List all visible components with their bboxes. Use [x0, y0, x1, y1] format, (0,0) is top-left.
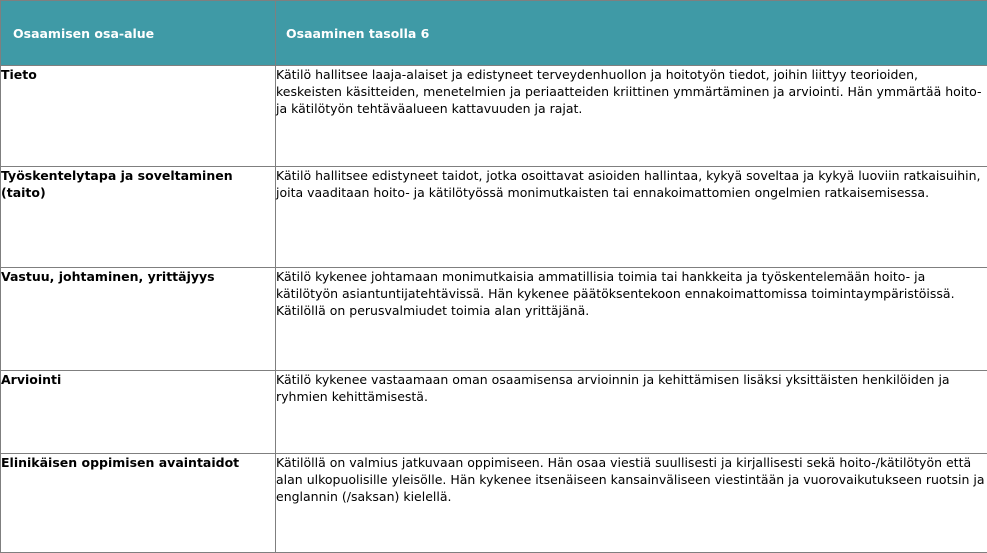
header-competence-level: Osaaminen tasolla 6: [276, 1, 987, 66]
row-area-responsibility: Vastuu, johtaminen, yrittäjyys: [1, 268, 276, 371]
row-area-knowledge: Tieto: [1, 66, 276, 167]
row-description: Kätilö kykenee vastaamaan oman osaamisensa arvioinnin ja kehittämisen lisäksi yksittäisten henkilöiden ja ryhmien kehittämisestä.: [276, 371, 987, 454]
row-area-skills: Työskentelytapa ja soveltaminen (taito): [1, 167, 276, 268]
row-area-lifelong-learning: Elinikäisen oppimisen avaintaidot: [1, 454, 276, 553]
row-description: Kätilöllä on valmius jatkuvaan oppimiseen. Hän osaa viestiä suullisesti ja kirjallisesti sekä hoito-/kätilötyön että alan ulkopuolisille yleisölle. Hän kykenee itsenäiseen kansainväliseen viestintään ja vuorovaikutukseen ruotsin ja englannin (/saksan) kielellä.: [276, 454, 987, 553]
table-row: [1, 167, 987, 268]
row-area-evaluation: Arviointi: [1, 371, 276, 454]
table-row: [1, 268, 987, 371]
table-row: [1, 66, 987, 167]
header-competence-area: Osaamisen osa-alue: [1, 1, 276, 66]
row-description: Kätilö kykenee johtamaan monimutkaisia ammatillisia toimia tai hankkeita ja työskentelemään hoito- ja kätilötyön asiantuntijatehtävissä. Hän kykenee päätöksentekoon ennakoimattomissa toimintaympäristöissä. Kätilöllä on perusvalmiudet toimia alan yrittäjänä.: [276, 268, 987, 371]
row-description: Kätilö hallitsee laaja-alaiset ja edistyneet terveydenhuollon ja hoitotyön tiedot, joihin liittyy teorioiden, keskeisten käsitteiden, menetelmien ja periaatteiden kriittinen ymmärtäminen ja arviointi. Hän ymmärtää hoito- ja kätilötyön tehtäväalueen kattavuuden ja rajat.: [276, 66, 987, 167]
row-description: Kätilö hallitsee edistyneet taidot, jotka osoittavat asioiden hallintaa, kykyä soveltaa ja kykyä luoviin ratkaisuihin, joita vaaditaan hoito- ja kätilötyössä monimutkaisten tai ennakoimattomien ongelmien ratkaisemisessa.: [276, 167, 987, 268]
table-row: [1, 454, 987, 553]
table-row: [1, 371, 987, 454]
table-header-row: [1, 1, 987, 66]
